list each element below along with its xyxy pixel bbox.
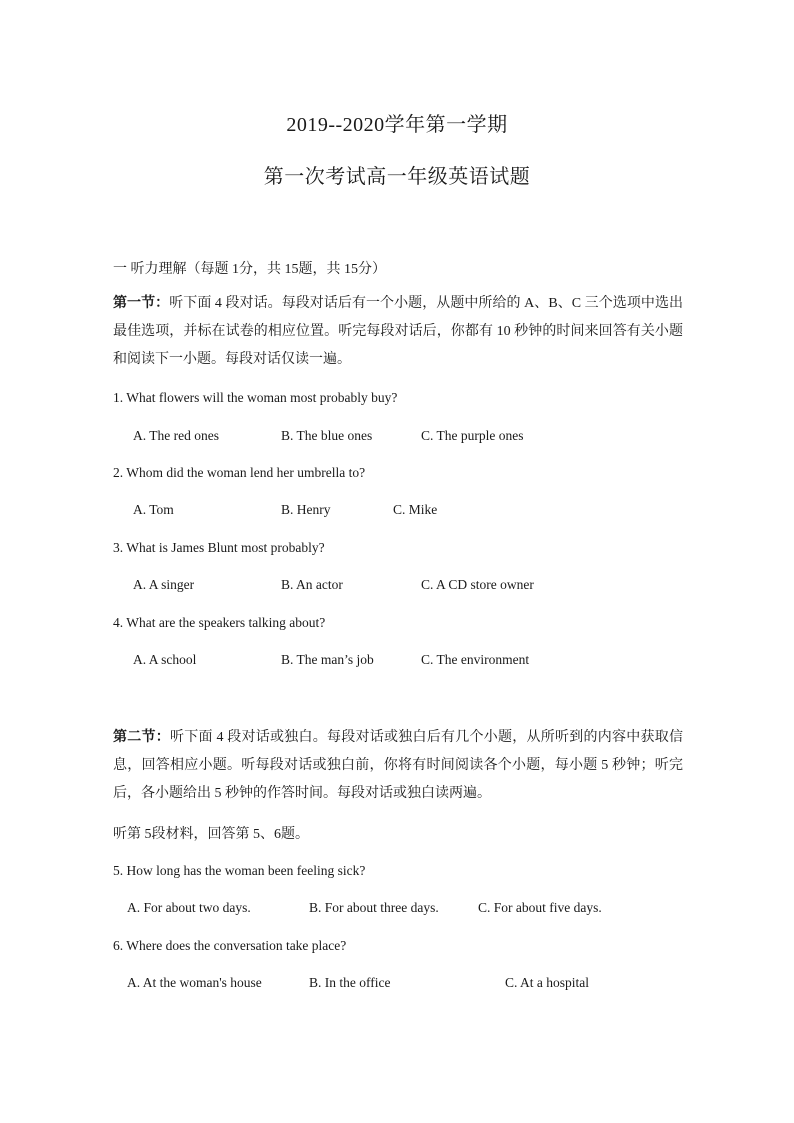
question-6-option-b: B. In the office (309, 975, 391, 990)
exam-title: 第一次考试高一年级英语试题 (263, 166, 531, 188)
question-1: 1. What flowers will the woman most probably buy? (113, 390, 398, 405)
question-2: 2. Whom did the woman lend her umbrella to? (113, 465, 366, 480)
question-5-option-b: B. For about three days. (309, 900, 439, 915)
part-heading-listening: 一 听力理解（每题 1分，共 15题，共 15分） (113, 262, 386, 277)
question-6-option-c: C. At a hospital (505, 975, 589, 990)
question-4: 4. What are the speakers talking about? (113, 615, 326, 630)
question-6-option-a: A. At the woman's house (127, 975, 262, 990)
section2-label: 第二节： (113, 730, 170, 745)
section1-label: 第一节： (113, 296, 170, 311)
question-3-option-a: A. A singer (133, 577, 195, 592)
material-instruction: 听第 5段材料，回答第 5、6题。 (113, 827, 309, 842)
question-2-option-b: B. Henry (281, 502, 331, 517)
question-6: 6. Where does the conversation take place? (113, 938, 347, 953)
question-1-option-a: A. The red ones (133, 428, 219, 443)
question-5: 5. How long has the woman been feeling sick? (113, 863, 366, 878)
question-4-option-c: C. The environment (421, 652, 530, 667)
question-1-option-c: C. The purple ones (421, 428, 524, 443)
question-1-option-b: B. The blue ones (281, 428, 373, 443)
section1-instructions (113, 290, 683, 374)
question-4-option-a: A. A school (133, 652, 197, 667)
section2-text: 听下面 4 段对话或独白。每段对话或独白后有几个小题，从所听到的内容中获取信息，回答相应小题。听每段对话或独白前，你将有时间阅读各个小题，每小题 5 秒钟；听完后，各小题给出 5 秒钟的作答时间。每段对话或独白读两遍。 (113, 730, 683, 801)
question-3: 3. What is James Blunt most probably? (113, 540, 325, 555)
question-3-option-b: B. An actor (281, 577, 343, 592)
question-2-option-a: A. Tom (133, 502, 174, 517)
question-3-option-c: C. A CD store owner (421, 577, 534, 592)
question-5-option-c: C. For about five days. (478, 900, 602, 915)
exam-term-title: 2019--2020学年第一学期 (286, 114, 508, 136)
section2-instructions (113, 724, 683, 808)
question-5-option-a: A. For about two days. (127, 900, 251, 915)
question-2-option-c: C. Mike (393, 502, 438, 517)
section1-text: 听下面 4 段对话。每段对话后有一个小题，从题中所给的 A、B、C 三个选项中选出最佳选项，并标在试卷的相应位置。听完每段对话后，你都有 10 秒钟的时间来回答有关小题和阅读下一小题。每段对话仅读一遍。 (113, 296, 683, 367)
question-4-option-b: B. The man’s job (281, 652, 374, 667)
